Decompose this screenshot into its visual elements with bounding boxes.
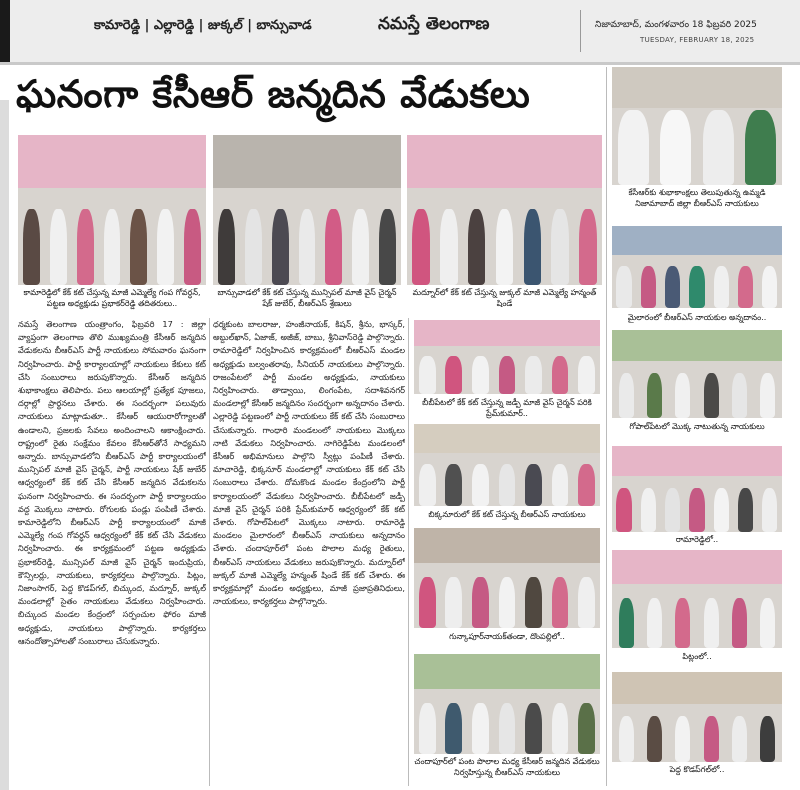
photo-nizamabad-leaders (612, 67, 782, 185)
caption-mailaram: మైలారంలో బీఆర్ఎస్ నాయకుల అన్నదానం.. (627, 313, 767, 322)
photo-ramareddy (612, 446, 782, 532)
caption-pedda-kodapgal: పెద్ద కొడప్‌గల్‌లో.. (669, 765, 725, 774)
newspaper-logo: నమస్తే తెలంగాణ (378, 14, 490, 34)
edition-towns: కామారెడ్డి | ఎల్లారెడ్డి | జుక్కల్ | బాన్సువాడ (94, 18, 312, 33)
caption-kamareddy: కామారెడ్డిలో కేక్ కట్ చేస్తున్న మాజీ ఎమ్మెల్యే గంప గోవర్ధన్, పట్టణ అధ్యక్షుడు ప్రభాకర్‌రెడ్డి తదితరులు.. (23, 288, 201, 308)
caption-bhiknoor: బిక్కనూరులో కేక్ కట్ చేస్తున్న బీఆర్ఎస్ నాయకులు (428, 510, 586, 519)
masthead-edge (0, 0, 10, 62)
article-body-1: నమస్తే తెలంగాణ యంత్రాంగం, ఫిబ్రవరి 17 : జిల్లా వ్యాప్తంగా తెలంగాణ తొలి ముఖ్యమంత్రి కేసీఆర్ జన్మదిన వేడుకలను బీఆర్ఎస్ పార్టీ నాయకులు సోమవారం ఘనంగా నిర్వహించారు. పార్టీ కార్యాలయాల్లో నాయకులు కేకులు కట్ చేసి సంబురాలు జరుపుకొన్నారు. కేసీఆర్ జన్మదిన శుభాకాంక్షలు తెలిపారు. పలు ఆలయాల్లో ప్రత్యేక పూజలు, దర్గాల్లో ప్రార్థనలు చేశారు. ఈ సందర్భంగా పలువురు నాయకులు మాట్లాడుతూ.. కేసీఆర్ ఆయురారోగ్యాలతో ఉండాలని, ప్రజలకు సేవలు అందించాలని ఆకాంక్షించారు. రాష్ట్రంలో రైతు సంక్షేమం కేవలం కేసీఆర్‌తోనే సాధ్యమని అన్నారు. బాన్సువాడలోని బీఆర్ఎస్ పార్టీ కార్యాలయంలో మున్సిపల్ మాజీ వైస్ చైర్మన్, పార్టీ నాయకులు షేక్ జుబేర్ ఆధ్వర్యంలో కేక్ కట్ చేసి కేసీఆర్ జన్మదిన వేడుకలను ఘనంగా నిర్వహించారు. ఈ సందర్భంగా పార్టీ కార్యాలయం వద్ద మొక్కలు నాటారు. రోగులకు పండ్లు పంపిణీ చేశారు. కామారెడ్డిలోని బీఆర్ఎస్ పార్టీ కార్యాలయంలో మాజీ ఎమ్మెల్యే గంప గోవర్ధన్ ఆధ్వర్యంలో కేక్ కట్ చేసి వేడుకలు నిర్వహించారు. ఈ కార్యక్రమంలో పట్టణ అధ్యక్షుడు ప్రభాకర్‌రెడ్డి, మున్సిపల్ మాజీ వైస్ చైర్మన్ ఇందుప్రియ, కౌన్సిలర్లు, నాయకులు, కార్యకర్తలు పాల్గొన్నారు. పిట్లం, నిజాంసాగర్, పెద్ద కొడప్‌గల్, బిచ్కుంద, మద్నూర్, జుక్కల్ మండలాల్లో సైతం నాయకులు వేడుకలు నిర్వహించారు. బిచ్కుంద మండల కేంద్రంలో సర్పంచుల ఫోరం మాజీ అధ్యక్షుడు, నాయకులు పాల్గొన్నారు. కార్యకర్తలు ఆనందోత్సాహాలతో సంబురాలు చేసుకున్నారు. (18, 319, 206, 646)
photo-kamareddy (18, 135, 206, 285)
caption-gunkapur: గున్కాపూర్‌నాయక్‌తండా, దొంపల్లిలో.. (449, 632, 565, 641)
article-column-1 (18, 318, 206, 786)
article-body-2: ధర్మకుంట బాలరాజు, హంజీనాయక్, కిషన్, శ్రీను, భాస్కర్, అబ్దుల్‌ఖాన్, ఏజాజ్, అజీజ్, బాబు, శ్రీనివాస్‌రెడ్డి పాల్గొన్నారు. రామారెడ్డిలో నిర్వహించిన కార్యక్రమంలో బీఆర్ఎస్ మండల అధ్యక్షుడు బల్వంతరావు, సీనియర్ నాయకులు పాల్గొన్నారు. రాజంపేటలో పార్టీ మండల అధ్యక్షుడు, నాయకులు నిర్వహించారు. తాడ్వాయి, లింగంపేట, సదాశివనగర్ మండలాల్లో కేసీఆర్ జన్మదినం సందర్భంగా అన్నదానం చేశారు. ఎల్లారెడ్డి పట్టణంలో పార్టీ నాయకులు కేక్ కట్ చేసి సంబురాలు చేసుకున్నారు. గాంధారి మండలంలో నాయకులు మొక్కలు నాటి వేడుకలు నిర్వహించారు. నాగిరెడ్డిపేట మండలంలో కేసీఆర్ అభిమానులు పాల్గొని స్వీట్లు పంపిణీ చేశారు. మాచారెడ్డి, భిక్కనూర్ మండలాల్లో నాయకులు కేక్ కట్ చేసి సంబురాలు చేశారు. దోమకొండ మండల కేంద్రంలోని పార్టీ కార్యాలయంలో వేడుకలు నిర్వహించారు. బీబీపేటలో జడ్పీ మాజీ వైస్ చైర్మన్ పరికి ప్రేమ్‌కుమార్ ఆధ్వర్యంలో కేక్ కట్ చేశారు. గోపాల్‌పేటలో మొక్కలు నాటారు. రామారెడ్డి మండలం మైలారంలో బీఆర్ఎస్ నాయకులు అన్నదానం చేశారు. చందాపూర్‌లో పంట పొలాల మధ్య రైతులు, బీఆర్ఎస్ నాయకులు వేడుకలు జరుపుకొన్నారు. మద్నూర్‌లో జుక్కల్ మాజీ ఎమ్మెల్యే హన్మంత్ షిండే కేక్ కట్ చేశారు. ఈ కార్యక్రమాల్లో మండల అధ్యక్షులు, మాజీ ప్రజాప్రతినిధులు, నాయకులు, కార్యకర్తలు పాల్గొన్నారు. (213, 319, 405, 607)
caption-banswada: బాన్సువాడలో కేక్ కట్ చేస్తున్న మున్సిపల్ మాజీ వైస్ చైర్మన్ షేక్ జుబేర్, బీఆర్ఎస్ శ్రేణులు (217, 288, 397, 308)
photo-madnoor (407, 135, 602, 285)
photo-mailaram (612, 226, 782, 308)
photo-pitlam (612, 550, 782, 648)
header-divider (580, 10, 581, 52)
caption-chandapur: చందాపూర్‌లో పంట పొలాల మధ్య కేసీఆర్ జన్మదిన వేడుకలు నిర్వహిస్తున్న బీఆర్ఎస్ నాయకులు (414, 757, 600, 777)
column-rule (408, 318, 409, 786)
photo-gopalpet (612, 330, 782, 418)
caption-madnoor: మద్నూర్‌లో కేక్ కట్ చేస్తున్న జుక్కల్ మాజీ ఎమ్మెల్యే హన్మంత్ షిండే (412, 288, 597, 308)
date-english: TUESDAY, FEBRUARY 18, 2025 (640, 36, 755, 44)
date-telugu: నిజామాబాద్, మంగళవారం 18 ఫిబ్రవరి 2025 (595, 20, 757, 30)
caption-nizamabad-leaders: కేసీఆర్‌కు శుభాకాంక్షలు తెలుపుతున్న ఉమ్మడి నిజామాబాద్ జిల్లా బీఆర్ఎస్ నాయకులు (628, 188, 766, 208)
caption-bibipet: బీబీపేటలో కేక్ కట్ చేస్తున్న జడ్పీ మాజీ వైస్ చైర్మన్ పరికి ప్రేమ్‌కుమార్.. (422, 398, 592, 418)
photo-pedda-kodapgal (612, 672, 782, 762)
caption-gopalpet: గోపాల్‌పేటలో మొక్క నాటుతున్న నాయకులు (629, 422, 765, 431)
photo-banswada (213, 135, 401, 285)
column-rule (209, 318, 210, 786)
column-rule (606, 67, 607, 786)
photo-bhiknoor (414, 424, 600, 506)
article-column-2 (213, 318, 405, 786)
photo-gunkapur (414, 528, 600, 628)
photo-chandapur (414, 654, 600, 754)
caption-ramareddy: రామారెడ్డిలో.. (675, 535, 719, 544)
photo-bibipet (414, 320, 600, 394)
masthead (0, 0, 800, 65)
caption-pitlam: పిట్లంలో.. (682, 652, 712, 661)
adjacent-page-edge (0, 100, 9, 790)
page-headline: ఘనంగా కేసీఆర్ జన్మదిన వేడుకలు (16, 72, 531, 116)
